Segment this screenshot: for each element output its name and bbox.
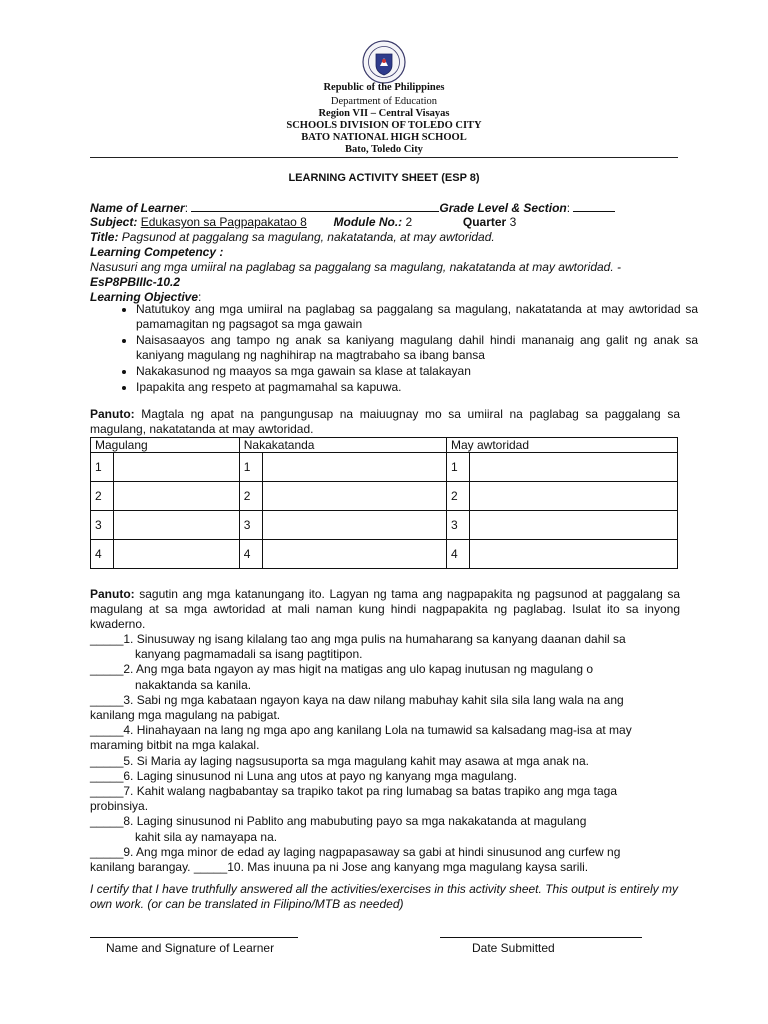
certification-statement: I certify that I have truthfully answered all the activities/exercises in this activity sheet. This output is entirely my own work. (or can be translated in Filipino/MTB as needed) [90,882,678,911]
deped-seal-icon [362,40,406,84]
date-submitted-label: Date Submitted [472,941,555,955]
date-submitted-line[interactable] [440,937,642,938]
competency-text: Nasusuri ang mga umiiral na paglabag sa paggalang sa magulang, nakatatanda at may awtoridad. - [90,260,621,274]
module-value: 2 [405,215,413,229]
row-number: 1 [91,453,114,482]
title-value: Pagsunod at paggalang sa magulang, nakatatanda, at may awtoridad. [121,230,495,244]
panuto-2 [90,587,680,632]
answer-cell[interactable] [262,453,446,482]
panuto-2-label: Panuto: [90,587,135,601]
name-field[interactable] [191,200,439,212]
grade-label: Grade Level & Section [439,201,567,215]
row-number: 2 [446,482,469,511]
title-row [90,230,680,245]
list-item: kanyang pagmamadali sa isang pagtitipon. [135,647,363,662]
list-item: _____6. Laging sinusunod ni Luna ang utos at payo ng kanyang mga magulang. [90,768,517,783]
competency-code: EsP8PBIIIc-10.2 [90,275,181,289]
panuto-1-text: Magtala ng apat na pangungusap na maiuugnay mo sa umiiral na paglabag sa paggalang sa magulang, nakatatanda at may awtoridad. [90,407,680,436]
answer-table [90,437,678,569]
header-region: Region VII – Central Visayas [318,108,450,119]
grade-field[interactable] [573,200,615,212]
header-department: Department of Education [330,96,438,107]
list-item: maraming bitbit na mga kalakal. [90,738,260,753]
answer-cell[interactable] [114,540,240,569]
row-number: 3 [91,511,114,540]
answer-cell[interactable] [114,511,240,540]
row-number: 3 [446,511,469,540]
objectives-list [116,302,698,396]
quarter-label: Quarter [462,215,507,229]
header-school: BATO NATIONAL HIGH SCHOOL [301,132,467,143]
row-number: 2 [239,482,262,511]
row-number: 1 [446,453,469,482]
list-item: kanilang mga magulang na pabigat. [90,708,281,723]
competency-label-row [90,245,680,260]
header-division: SCHOOLS DIVISION OF TOLEDO CITY [286,120,482,131]
list-item: _____4. Hinahayaan na lang ng mga apo ang kanilang Lola na tumawid sa kalsadang mag-isa at may [90,723,632,738]
list-item: • Nakakasunod ng maayos sa mga gawain sa klase at talakayan [136,364,698,379]
learner-signature-label: Name and Signature of Learner [106,941,275,955]
answer-cell[interactable] [469,511,677,540]
row-number: 4 [239,540,262,569]
answer-cell[interactable] [114,482,240,511]
table-header-row [91,438,678,453]
list-item: _____3. Sabi ng mga kabataan ngayon kaya na daw nilang mabuhay kahit sila sila lang wala na ang [90,692,624,707]
row-number: 2 [91,482,114,511]
row-number: 1 [239,453,262,482]
name-grade-row: Name of Learner: Grade Level & Section: [90,200,680,216]
list-item: _____8. Laging sinusunod ni Pablito ang mabubuting payo sa mga nakakatanda at magulang [90,814,587,829]
header-republic: Republic of the Philippines [323,82,445,93]
learner-signature-line[interactable] [90,937,298,938]
list-item: kahit sila ay namayapa na. [135,829,278,844]
answer-cell[interactable] [262,482,446,511]
subject-row [90,215,680,230]
column-header-may-awtoridad: May awtoridad [446,438,677,453]
question-items [90,632,680,875]
panuto-2-text: sagutin ang mga katanungang ito. Lagyan ng tama ang nagpapakita ng pagsunod at paggalang sa magulang at sa mga awtoridad at mali naman kung hindi nagpapakita ng paglabag. Isulat ito sa inyong kwaderno. [90,587,680,631]
title-label: Title: [90,230,119,244]
answer-cell[interactable] [469,482,677,511]
list-item: • Natutukoy ang mga umiiral na paglabag sa paggalang sa magulang, nakatatanda at may awtoridad sa pamamagitan ng pagsagot sa mga gawain [136,302,698,332]
table-row [91,482,678,511]
list-item: _____7. Kahit walang nagbabantay sa trapiko takot pa ring lumabag sa batas trapiko ang mga taga [90,784,618,799]
answer-cell[interactable] [469,540,677,569]
module-label: Module No.: [333,215,403,229]
table-row [91,540,678,569]
list-item: _____2. Ang mga bata ngayon ay mas higit na matigas ang ulo kapag inutusan ng magulang o [90,662,594,677]
list-item: _____5. Si Maria ay laging nagsusuporta sa mga magulang kahit may asawa at mga anak na. [90,753,589,768]
column-header-nakakatanda: Nakakatanda [239,438,446,453]
answer-cell[interactable] [262,540,446,569]
row-number: 3 [239,511,262,540]
name-label: Name of Learner [90,201,185,215]
row-number: 4 [91,540,114,569]
objective-label-row: Learning Objective: [90,290,202,304]
panuto-1-label: Panuto: [90,407,135,421]
objective-label: Learning Objective [90,290,199,304]
row-number: 4 [446,540,469,569]
subject-value: Edukasyon sa Pagpapakatao 8 [140,215,307,229]
competency-label: Learning Competency : [90,245,224,259]
answer-cell[interactable] [469,453,677,482]
list-item: • Naisasaayos ang tampo ng anak sa kaniyang magulang dahil hindi mananaig ang galit ng anak sa kaniyang magulang ng naghihirap na magtrabaho sa ibang bansa [136,333,698,363]
list-item: kanilang barangay. _____10. Mas inuuna pa ni Jose ang kanyang mga magulang kaysa sarili. [90,860,589,875]
list-item: • Ipapakita ang respeto at pagmamahal sa kapuwa. [136,380,698,395]
sheet-title: LEARNING ACTIVITY SHEET (ESP 8) [288,172,480,184]
list-item: nakaktanda sa kanila. [135,677,252,692]
header-address: Bato, Toledo City [345,144,423,155]
list-item: _____1. Sinusuway ng isang kilalang tao ang mga pulis na humaharang sa kanyang daanan dahil sa [90,632,626,646]
table-row [91,511,678,540]
subject-label: Subject: [90,215,138,229]
list-item: _____9. Ang mga minor de edad ay laging nagpapasaway sa gabi at hindi sinusunod ang curfew ng [90,844,621,859]
quarter-value: 3 [509,215,517,229]
answer-cell[interactable] [262,511,446,540]
table-row [91,453,678,482]
panuto-1 [90,407,680,437]
answer-cell[interactable] [114,453,240,482]
column-header-magulang: Magulang [91,438,240,453]
list-item: probinsiya. [90,799,149,814]
header-divider [90,157,678,158]
